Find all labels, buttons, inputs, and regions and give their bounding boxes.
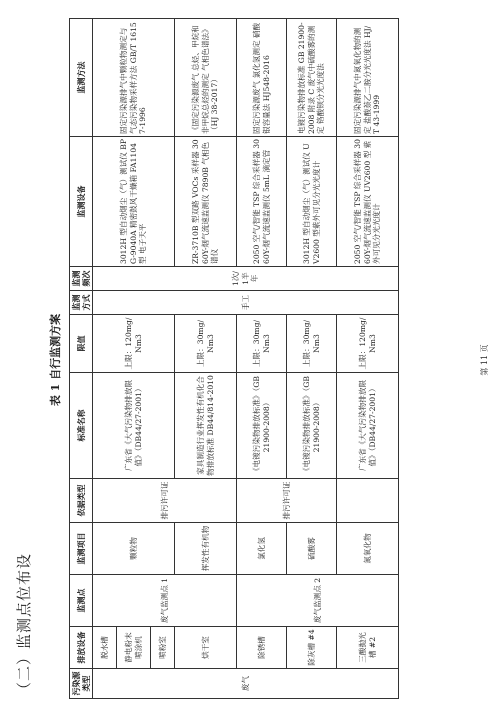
device-cell: 三酸抛光槽 #2 xyxy=(337,627,399,669)
analysis-method-cell: 电镀污染物排放标准 GB 21900-2008 附录 C 废气中硫酸雾的测定 铬酸钡分光光度法 xyxy=(287,19,337,137)
equipment-cell: 2050 空气/智能 TSP 综合采样器 3060Y-烟气流速监测仪 UV2600 型 紫外可见分光光度计 xyxy=(337,137,399,267)
section-heading: （二）监测点位布设 xyxy=(15,552,33,697)
monitoring-point-cell: 废气监测点 1 xyxy=(93,575,237,627)
equipment-cell: 3012H 型自动烟尘（气）测试仪 UV2600 型紫外可见分光光度计 xyxy=(287,137,337,267)
page-number: 第 11 页 xyxy=(480,344,489,376)
header-cell: 监测点 xyxy=(70,575,93,627)
frequency-cell: 1次/1半年 xyxy=(93,267,399,291)
pollution-type-cell: 废气 xyxy=(93,669,399,699)
header-cell: 监测项目 xyxy=(70,523,93,575)
basis-cell: 排污许可证 xyxy=(237,479,337,523)
header-cell: 监测设备 xyxy=(70,137,93,267)
header-cell: 排放设备 xyxy=(70,627,93,669)
standard-cell: 《电镀污染物排放标准》（GB 21900-2008） xyxy=(237,373,287,479)
table-caption: 表 1 自行监测方案 xyxy=(49,313,62,407)
standard-cell: 广东省《大气污染物排放限值》（DB44/27-2001） xyxy=(337,373,399,479)
device-cell: 静电粉末喷涂机 xyxy=(117,627,151,669)
header-cell: 依据类型 xyxy=(70,479,93,523)
basis-cell: 排污许可证 xyxy=(93,479,237,523)
device-cell: 喷粉室 xyxy=(151,627,175,669)
device-cell: 脱水槽 xyxy=(93,627,117,669)
basis-cell-empty xyxy=(337,479,399,523)
header-row xyxy=(70,19,93,699)
item-cell: 硫酸雾 xyxy=(287,523,337,575)
device-cell: 除锈槽 xyxy=(237,627,287,669)
rotated-page xyxy=(5,15,495,705)
limit-cell: 上限：120mg/Nm3 xyxy=(93,315,175,373)
equipment-cell: 3012H 型自动烟尘（气）测试仪 BPG-9040A 精密鼓风干燥箱 FA1104 型 电子天平 xyxy=(93,137,175,267)
device-cell: 除灰槽 #4 xyxy=(287,627,337,669)
header-cell: 限值 xyxy=(70,315,93,373)
header-cell: 监测方式 xyxy=(70,291,93,315)
header-cell: 污染源类型 xyxy=(70,669,93,699)
item-cell: 氮氧化物 xyxy=(337,523,399,575)
method-cell: 手工 xyxy=(93,291,399,315)
table-row xyxy=(93,19,117,699)
item-cell: 氯化氢 xyxy=(237,523,287,575)
device-cell: 烘干室 xyxy=(175,627,237,669)
analysis-method-cell: 《固定污染源废气 总烃、甲烷和非甲烷总烃的测定 气相色谱法》（HJ 38-2017） xyxy=(175,19,237,137)
header-cell: 标准名称 xyxy=(70,373,93,479)
header-cell: 监测方法 xyxy=(70,19,93,137)
limit-cell: 上限：30mg/Nm3 xyxy=(175,315,237,373)
standard-cell: 家具制造行业挥发性有机化合物排放标准 DB44/814-2010 xyxy=(175,373,237,479)
standard-cell: 广东省《大气污染物排放限值》（DB44/27-2001） xyxy=(93,373,175,479)
header-cell: 监测频次 xyxy=(70,267,93,291)
monitoring-plan-table xyxy=(69,18,399,699)
standard-cell: 《电镀污染物排放标准》（GB 21900-2008） xyxy=(287,373,337,479)
limit-cell: 上限：30mg/Nm3 xyxy=(237,315,287,373)
analysis-method-cell: 固定污染源排气中氮氧化物的测定 盐酸萘乙二胺分光光度法 HJ/T 43-1999 xyxy=(337,19,399,137)
limit-cell: 上限：120mg/Nm3 xyxy=(337,315,399,373)
equipment-cell: 2050 空气/智能 TSP 综合采样器 3060Y-烟气流速监测仪 5mL 滴定管 xyxy=(237,137,287,267)
monitoring-point-cell: 废气监测点 2 xyxy=(237,575,399,627)
table-row xyxy=(237,19,287,699)
limit-cell: 上限：30mg/Nm3 xyxy=(287,315,337,373)
item-cell: 颗粒物 xyxy=(93,523,175,575)
analysis-method-cell: 固定污染源排气中颗粒物测定与气态污染物采样方法 GB/T 16157-1996 xyxy=(93,19,175,137)
analysis-method-cell: 固定污染源废气 氯化氢测定 硝酸银容量法 HJ548-2016 xyxy=(237,19,287,137)
equipment-cell: ZR-3710B 型双路 VOCs 采样器 3060Y-烟气流速监测仪 7890B 气相色谱仪 xyxy=(175,137,237,267)
item-cell: 挥发性有机物 xyxy=(175,523,237,575)
